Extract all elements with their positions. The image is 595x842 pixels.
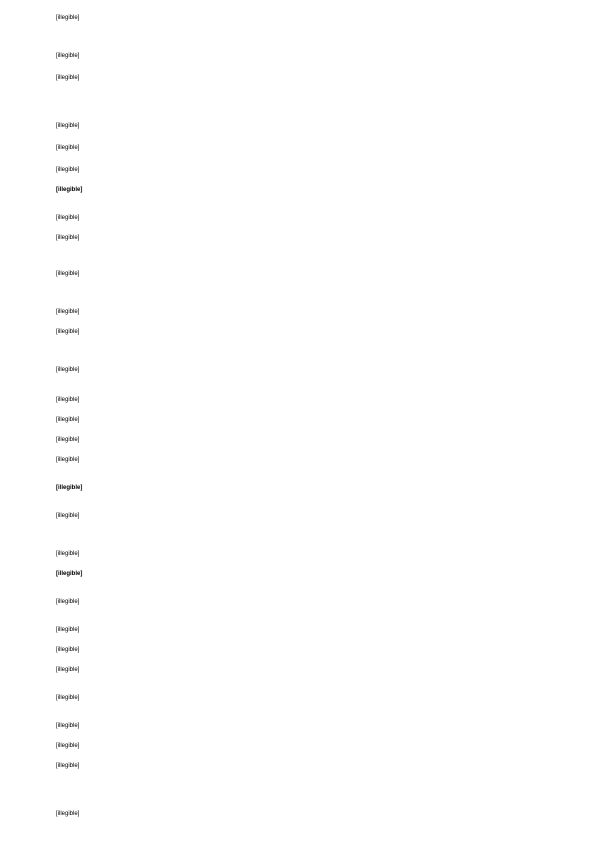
- paragraph: [illegible]: [56, 627, 80, 633]
- paragraph: [illegible]: [56, 367, 80, 373]
- paragraph: [illegible]: [56, 723, 80, 729]
- paragraph: [illegible]: [56, 53, 80, 59]
- paragraph: [illegible]: [56, 215, 80, 221]
- paragraph: [illegible]: [56, 763, 80, 769]
- paragraph: [illegible]: [56, 329, 80, 335]
- paragraph: [illegible]: [56, 397, 80, 403]
- paragraph: [illegible]: [56, 695, 80, 701]
- paragraph: [illegible]: [56, 123, 80, 129]
- paragraph: [illegible]: [56, 551, 80, 557]
- paragraph: [illegible]: [56, 75, 80, 81]
- paragraph: [illegible]: [56, 811, 80, 817]
- paragraph: [illegible]: [56, 235, 80, 241]
- section-heading: [illegible]: [56, 187, 83, 193]
- paragraph: [illegible]: [56, 145, 80, 151]
- section-heading: [illegible]: [56, 485, 83, 491]
- paragraph: [illegible]: [56, 15, 80, 21]
- paragraph: [illegible]: [56, 437, 80, 443]
- paragraph: [illegible]: [56, 167, 80, 173]
- paragraph: [illegible]: [56, 513, 80, 519]
- paragraph: [illegible]: [56, 743, 80, 749]
- paragraph: [illegible]: [56, 457, 80, 463]
- section-heading: [illegible]: [56, 571, 83, 577]
- paragraph: [illegible]: [56, 417, 80, 423]
- paragraph: [illegible]: [56, 647, 80, 653]
- paragraph: [illegible]: [56, 309, 80, 315]
- paragraph: [illegible]: [56, 667, 80, 673]
- paragraph: [illegible]: [56, 599, 80, 605]
- paragraph: [illegible]: [56, 271, 80, 277]
